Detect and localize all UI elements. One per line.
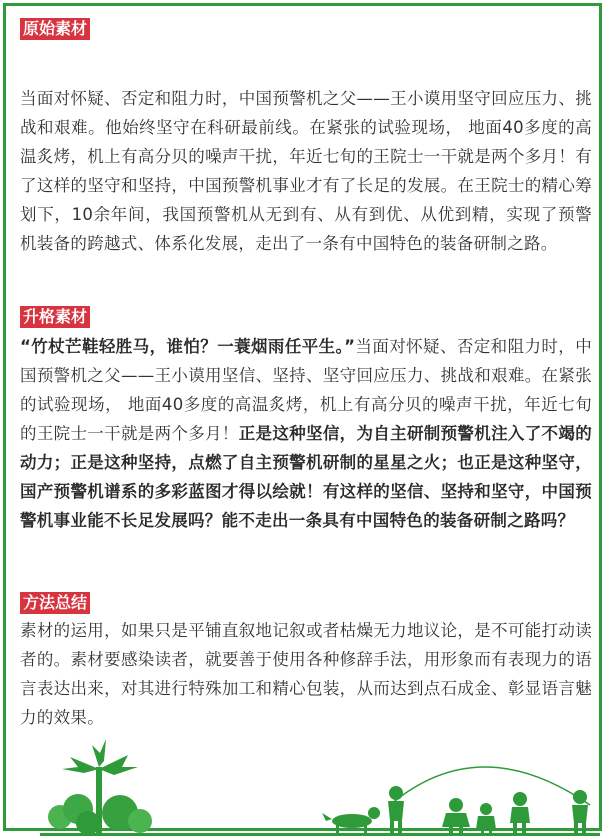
dog-icon (322, 807, 380, 833)
method-summary-text: 素材的运用，如果只是平铺直叙地记叙或者枯燥无力地议论，是不可能打动读者的。素材要感染读者，就要善于使用各种修辞手法，用形象而有表现力的语言表达出来，对其进行特殊加工和精心包装，从而达到点石成金、彰显语言魅力的效果。 (20, 621, 592, 727)
bottom-decoration (0, 709, 611, 839)
upgraded-material-tag: 升格素材 (20, 306, 90, 328)
method-summary-tag: 方法总结 (20, 592, 90, 614)
upgraded-material-bold-text: 正是这种坚信，为自主研制预警机注入了不竭的动力；正是这种坚持，点燃了自主预警机研制的星星之火；也正是这种坚守，国产预警机谱系的多彩蓝图才得以绘就！有这样的坚信、坚持和坚守，中国预警机事业能不长足发展吗？能不走出一条具有中国特色的装备研制之路吗？ (20, 424, 592, 530)
palm-tree-icon (48, 739, 152, 835)
child-figure-icon (572, 790, 588, 834)
child-figure-icon (388, 786, 404, 834)
upgraded-material-section (20, 306, 592, 535)
original-material-section (20, 18, 592, 258)
child-figure-icon (442, 798, 470, 834)
jump-rope (390, 767, 590, 805)
original-material-tag: 原始素材 (20, 18, 90, 40)
original-material-text: 当面对怀疑、否定和阻力时，中国预警机之父——王小谟用坚守回应压力、挑战和艰难。他始终坚守在科研最前线。在紧张的试验现场， 地面40多度的高温炙烤，机上有高分贝的噪声干扰，年近七旬的王院士一干就是两个多月！有了这样的坚守和坚持，中国预警机事业才有了长足的发展。在王院士的精心筹划下，10余年间，我国预警机从无到有、从有到优、从优到精，实现了预警机装备的跨越式、体系化发展，走出了一条有中国特色的装备研制之路。 (20, 89, 592, 253)
poem-quote: “竹杖芒鞋轻胜马，谁怕？一蓑烟雨任平生。” (20, 337, 356, 356)
child-figure-icon (476, 803, 496, 834)
upgraded-material-text: 当面对怀疑、否定和阻力时，中国预警机之父——王小谟用坚信、坚持、坚守回应压力、挑战和艰难。在紧张的试验现场， 地面40多度的高温炙烤，机上有高分贝的噪声干扰，年近七旬的王院士一干就是两个多月！ (20, 337, 592, 443)
upgraded-material-paragraph (20, 332, 592, 535)
child-figure-icon (510, 792, 530, 834)
